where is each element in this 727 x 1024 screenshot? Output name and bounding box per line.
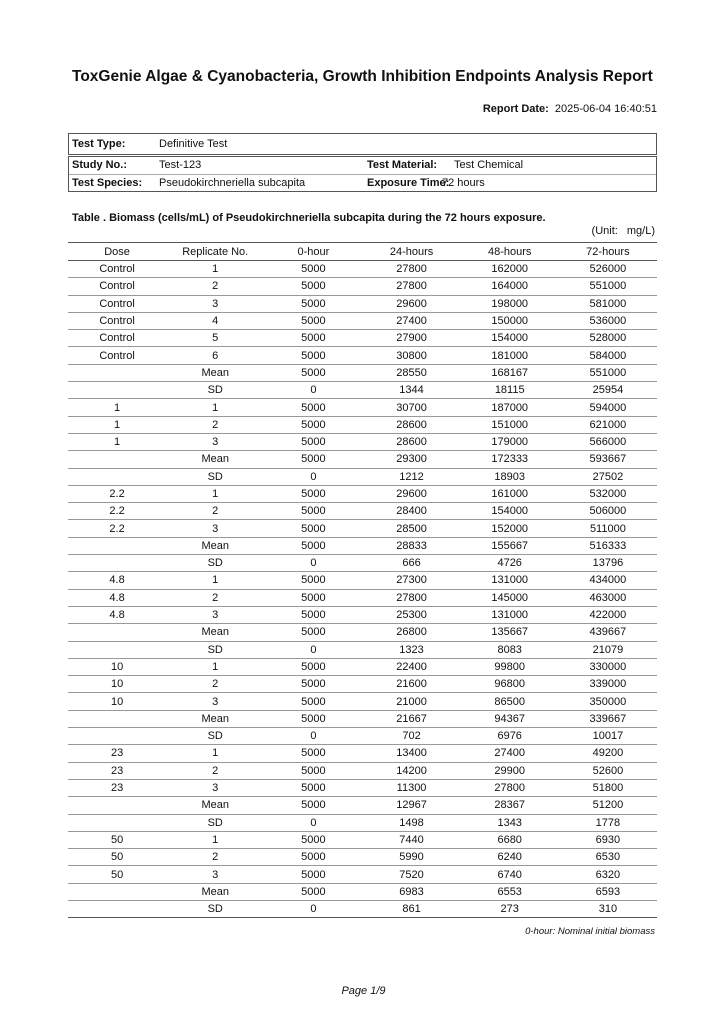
col-48-hours: 48-hours [461, 243, 559, 261]
cell-dose [68, 900, 166, 917]
study-row [69, 157, 656, 174]
table-row [68, 468, 657, 485]
cell-72-hours: 434000 [559, 572, 657, 589]
cell-48-hours: 6740 [461, 866, 559, 883]
cell-24-hours: 29300 [362, 451, 460, 468]
cell-48-hours: 8083 [461, 641, 559, 658]
cell-0-hour: 5000 [264, 797, 362, 814]
cell-0-hour: 5000 [264, 762, 362, 779]
cell-24-hours: 26800 [362, 624, 460, 641]
cell-dose: 2.2 [68, 485, 166, 502]
table-caption: Table . Biomass (cells/mL) of Pseudokirchneriella subcapita during the 72 hours exposure. [72, 212, 546, 224]
cell-72-hours: 27502 [559, 468, 657, 485]
table-row [68, 503, 657, 520]
cell-72-hours: 584000 [559, 347, 657, 364]
table-row [68, 451, 657, 468]
cell-24-hours: 21000 [362, 693, 460, 710]
cell-0-hour: 5000 [264, 572, 362, 589]
cell-48-hours: 162000 [461, 261, 559, 278]
cell-48-hours: 198000 [461, 295, 559, 312]
cell-0-hour: 0 [264, 728, 362, 745]
cell-48-hours: 96800 [461, 676, 559, 693]
cell-dose [68, 641, 166, 658]
cell-72-hours: 566000 [559, 433, 657, 450]
cell-24-hours: 14200 [362, 762, 460, 779]
cell-0-hour: 5000 [264, 503, 362, 520]
table-body [68, 261, 657, 918]
report-date [483, 103, 657, 115]
cell-72-hours: 516333 [559, 537, 657, 554]
table-row [68, 572, 657, 589]
cell-replicate: 3 [166, 606, 264, 623]
cell-24-hours: 11300 [362, 779, 460, 796]
col-0-hour: 0-hour [264, 243, 362, 261]
cell-replicate: SD [166, 555, 264, 572]
cell-replicate: 2 [166, 762, 264, 779]
table-row [68, 555, 657, 572]
cell-72-hours: 49200 [559, 745, 657, 762]
cell-72-hours: 6530 [559, 849, 657, 866]
cell-0-hour: 5000 [264, 606, 362, 623]
table-row [68, 589, 657, 606]
table-row [68, 658, 657, 675]
cell-72-hours: 526000 [559, 261, 657, 278]
cell-72-hours: 594000 [559, 399, 657, 416]
cell-48-hours: 99800 [461, 658, 559, 675]
table-row [68, 831, 657, 848]
cell-72-hours: 536000 [559, 312, 657, 329]
cell-dose [68, 364, 166, 381]
cell-dose: Control [68, 347, 166, 364]
cell-72-hours: 310 [559, 900, 657, 917]
cell-0-hour: 5000 [264, 624, 362, 641]
cell-dose: 2.2 [68, 520, 166, 537]
cell-dose: 50 [68, 866, 166, 883]
cell-72-hours: 13796 [559, 555, 657, 572]
cell-replicate: 2 [166, 278, 264, 295]
test-species-label: Test Species: [72, 177, 143, 189]
cell-replicate: 2 [166, 416, 264, 433]
cell-0-hour: 5000 [264, 416, 362, 433]
cell-0-hour: 5000 [264, 295, 362, 312]
cell-24-hours: 5990 [362, 849, 460, 866]
cell-72-hours: 439667 [559, 624, 657, 641]
cell-48-hours: 164000 [461, 278, 559, 295]
cell-0-hour: 5000 [264, 658, 362, 675]
cell-72-hours: 422000 [559, 606, 657, 623]
table-row [68, 364, 657, 381]
cell-replicate: 1 [166, 831, 264, 848]
cell-0-hour: 0 [264, 641, 362, 658]
cell-0-hour: 5000 [264, 745, 362, 762]
cell-dose [68, 382, 166, 399]
cell-replicate: SD [166, 468, 264, 485]
cell-24-hours: 29600 [362, 485, 460, 502]
cell-24-hours: 27300 [362, 572, 460, 589]
table-row [68, 606, 657, 623]
col-dose: Dose [68, 243, 166, 261]
cell-dose: 4.8 [68, 606, 166, 623]
table-row [68, 312, 657, 329]
cell-dose: 50 [68, 831, 166, 848]
cell-replicate: 1 [166, 745, 264, 762]
col-72-hours: 72-hours [559, 243, 657, 261]
study-info-box [68, 156, 657, 192]
table-row [68, 416, 657, 433]
cell-48-hours: 168167 [461, 364, 559, 381]
cell-0-hour: 0 [264, 900, 362, 917]
cell-0-hour: 0 [264, 382, 362, 399]
report-title: ToxGenie Algae & Cyanobacteria, Growth Inhibition Endpoints Analysis Report [72, 68, 653, 85]
cell-48-hours: 18115 [461, 382, 559, 399]
cell-replicate: 3 [166, 693, 264, 710]
cell-dose [68, 624, 166, 641]
cell-0-hour: 0 [264, 814, 362, 831]
table-row [68, 399, 657, 416]
cell-dose: 4.8 [68, 589, 166, 606]
cell-72-hours: 532000 [559, 485, 657, 502]
cell-replicate: 1 [166, 658, 264, 675]
cell-0-hour: 5000 [264, 676, 362, 693]
cell-72-hours: 511000 [559, 520, 657, 537]
table-note: 0-hour: Nominal initial biomass [525, 926, 655, 937]
cell-48-hours: 94367 [461, 710, 559, 727]
cell-dose: Control [68, 295, 166, 312]
cell-24-hours: 21667 [362, 710, 460, 727]
cell-48-hours: 1343 [461, 814, 559, 831]
cell-replicate: SD [166, 900, 264, 917]
cell-replicate: 1 [166, 261, 264, 278]
cell-48-hours: 29900 [461, 762, 559, 779]
cell-dose: 1 [68, 399, 166, 416]
cell-24-hours: 1212 [362, 468, 460, 485]
cell-replicate: Mean [166, 624, 264, 641]
cell-0-hour: 5000 [264, 347, 362, 364]
cell-replicate: SD [166, 641, 264, 658]
cell-0-hour: 5000 [264, 312, 362, 329]
cell-0-hour: 5000 [264, 537, 362, 554]
cell-24-hours: 25300 [362, 606, 460, 623]
cell-24-hours: 27800 [362, 261, 460, 278]
cell-24-hours: 861 [362, 900, 460, 917]
cell-dose: 10 [68, 658, 166, 675]
cell-48-hours: 131000 [461, 606, 559, 623]
cell-48-hours: 273 [461, 900, 559, 917]
cell-dose [68, 814, 166, 831]
cell-24-hours: 30800 [362, 347, 460, 364]
cell-48-hours: 152000 [461, 520, 559, 537]
table-row [68, 710, 657, 727]
test-type-label: Test Type: [72, 138, 126, 150]
cell-0-hour: 0 [264, 555, 362, 572]
cell-48-hours: 18903 [461, 468, 559, 485]
table-row [68, 693, 657, 710]
cell-48-hours: 6976 [461, 728, 559, 745]
table-row [68, 347, 657, 364]
table-row [68, 641, 657, 658]
cell-48-hours: 27800 [461, 779, 559, 796]
table-row [68, 849, 657, 866]
cell-replicate: SD [166, 728, 264, 745]
cell-0-hour: 5000 [264, 433, 362, 450]
cell-0-hour: 5000 [264, 330, 362, 347]
page-number: Page 1/9 [341, 985, 386, 997]
cell-replicate: Mean [166, 710, 264, 727]
cell-72-hours: 51200 [559, 797, 657, 814]
cell-0-hour: 5000 [264, 278, 362, 295]
cell-dose: Control [68, 261, 166, 278]
table-row [68, 382, 657, 399]
cell-48-hours: 28367 [461, 797, 559, 814]
table-row [68, 624, 657, 641]
cell-replicate: 6 [166, 347, 264, 364]
cell-24-hours: 28600 [362, 416, 460, 433]
table-row [68, 814, 657, 831]
cell-24-hours: 702 [362, 728, 460, 745]
table-row [68, 433, 657, 450]
table-row [68, 866, 657, 883]
cell-dose [68, 468, 166, 485]
cell-dose [68, 728, 166, 745]
cell-24-hours: 21600 [362, 676, 460, 693]
table-row [68, 728, 657, 745]
cell-24-hours: 6983 [362, 883, 460, 900]
test-type-value: Definitive Test [159, 138, 228, 150]
cell-72-hours: 25954 [559, 382, 657, 399]
table-row [68, 485, 657, 502]
cell-48-hours: 86500 [461, 693, 559, 710]
cell-replicate: Mean [166, 364, 264, 381]
cell-48-hours: 6240 [461, 849, 559, 866]
cell-24-hours: 28833 [362, 537, 460, 554]
cell-72-hours: 6593 [559, 883, 657, 900]
cell-24-hours: 1498 [362, 814, 460, 831]
cell-0-hour: 5000 [264, 399, 362, 416]
cell-0-hour: 5000 [264, 866, 362, 883]
cell-72-hours: 52600 [559, 762, 657, 779]
cell-48-hours: 154000 [461, 503, 559, 520]
cell-replicate: 2 [166, 676, 264, 693]
cell-dose: 2.2 [68, 503, 166, 520]
cell-24-hours: 28600 [362, 433, 460, 450]
table-row [68, 797, 657, 814]
exposure-time-label: Exposure Time: [367, 177, 450, 189]
cell-72-hours: 1778 [559, 814, 657, 831]
cell-72-hours: 350000 [559, 693, 657, 710]
cell-48-hours: 151000 [461, 416, 559, 433]
cell-24-hours: 30700 [362, 399, 460, 416]
test-material-value: Test Chemical [454, 159, 524, 171]
cell-0-hour: 5000 [264, 883, 362, 900]
table-row [68, 520, 657, 537]
cell-dose [68, 797, 166, 814]
cell-24-hours: 13400 [362, 745, 460, 762]
cell-24-hours: 1323 [362, 641, 460, 658]
cell-dose [68, 883, 166, 900]
cell-48-hours: 172333 [461, 451, 559, 468]
table-row [68, 762, 657, 779]
cell-48-hours: 135667 [461, 624, 559, 641]
cell-48-hours: 27400 [461, 745, 559, 762]
cell-48-hours: 145000 [461, 589, 559, 606]
cell-48-hours: 131000 [461, 572, 559, 589]
cell-48-hours: 154000 [461, 330, 559, 347]
cell-replicate: 3 [166, 520, 264, 537]
cell-dose: 23 [68, 762, 166, 779]
cell-replicate: 1 [166, 485, 264, 502]
cell-24-hours: 12967 [362, 797, 460, 814]
cell-72-hours: 463000 [559, 589, 657, 606]
cell-dose: 4.8 [68, 572, 166, 589]
cell-0-hour: 5000 [264, 831, 362, 848]
study-no-label: Study No.: [72, 159, 127, 171]
cell-replicate: 2 [166, 589, 264, 606]
cell-0-hour: 5000 [264, 849, 362, 866]
test-type-box [68, 133, 657, 155]
cell-replicate: 1 [166, 572, 264, 589]
cell-72-hours: 6930 [559, 831, 657, 848]
cell-dose: 10 [68, 676, 166, 693]
cell-dose: 1 [68, 433, 166, 450]
cell-48-hours: 187000 [461, 399, 559, 416]
table-row [68, 745, 657, 762]
cell-0-hour: 5000 [264, 779, 362, 796]
cell-24-hours: 28550 [362, 364, 460, 381]
report-date-label: Report Date: [482, 103, 549, 115]
cell-24-hours: 1344 [362, 382, 460, 399]
cell-0-hour: 5000 [264, 520, 362, 537]
col-24-hours: 24-hours [362, 243, 460, 261]
cell-dose [68, 710, 166, 727]
cell-replicate: 3 [166, 433, 264, 450]
cell-dose: Control [68, 278, 166, 295]
cell-dose: 23 [68, 745, 166, 762]
cell-72-hours: 6320 [559, 866, 657, 883]
cell-72-hours: 621000 [559, 416, 657, 433]
cell-replicate: 3 [166, 779, 264, 796]
cell-72-hours: 339000 [559, 676, 657, 693]
cell-dose: 10 [68, 693, 166, 710]
cell-replicate: 4 [166, 312, 264, 329]
cell-0-hour: 5000 [264, 261, 362, 278]
cell-72-hours: 581000 [559, 295, 657, 312]
cell-24-hours: 27800 [362, 589, 460, 606]
cell-0-hour: 0 [264, 468, 362, 485]
cell-0-hour: 5000 [264, 693, 362, 710]
cell-dose: Control [68, 330, 166, 347]
table-row [68, 261, 657, 278]
table-header-row [68, 243, 657, 261]
cell-24-hours: 27400 [362, 312, 460, 329]
cell-24-hours: 28500 [362, 520, 460, 537]
cell-24-hours: 27900 [362, 330, 460, 347]
col-replicate: Replicate No. [166, 243, 264, 261]
cell-48-hours: 4726 [461, 555, 559, 572]
cell-dose: 50 [68, 849, 166, 866]
cell-replicate: 3 [166, 866, 264, 883]
table-row [68, 537, 657, 554]
cell-dose: 1 [68, 416, 166, 433]
cell-48-hours: 161000 [461, 485, 559, 502]
cell-replicate: SD [166, 382, 264, 399]
cell-replicate: SD [166, 814, 264, 831]
cell-24-hours: 666 [362, 555, 460, 572]
cell-48-hours: 6553 [461, 883, 559, 900]
cell-24-hours: 22400 [362, 658, 460, 675]
cell-replicate: 2 [166, 849, 264, 866]
cell-dose [68, 451, 166, 468]
cell-0-hour: 5000 [264, 364, 362, 381]
cell-72-hours: 10017 [559, 728, 657, 745]
cell-0-hour: 5000 [264, 589, 362, 606]
cell-dose: 23 [68, 779, 166, 796]
report-date-value: 2025-06-04 16:40:51 [554, 103, 657, 115]
table-unit: (Unit: mg/L) [591, 225, 655, 237]
cell-replicate: 2 [166, 503, 264, 520]
cell-24-hours: 7440 [362, 831, 460, 848]
table-row [68, 278, 657, 295]
cell-72-hours: 551000 [559, 278, 657, 295]
exposure-time-value: 72 hours [442, 177, 485, 189]
cell-72-hours: 593667 [559, 451, 657, 468]
cell-replicate: 5 [166, 330, 264, 347]
cell-72-hours: 51800 [559, 779, 657, 796]
cell-replicate: 3 [166, 295, 264, 312]
table-row [68, 676, 657, 693]
cell-24-hours: 28400 [362, 503, 460, 520]
cell-48-hours: 155667 [461, 537, 559, 554]
cell-72-hours: 506000 [559, 503, 657, 520]
cell-48-hours: 150000 [461, 312, 559, 329]
cell-0-hour: 5000 [264, 451, 362, 468]
cell-72-hours: 551000 [559, 364, 657, 381]
cell-replicate: Mean [166, 537, 264, 554]
cell-replicate: Mean [166, 451, 264, 468]
study-no-value: Test-123 [159, 159, 202, 171]
table-row [68, 330, 657, 347]
test-type-row [69, 134, 656, 154]
table-row [68, 295, 657, 312]
cell-48-hours: 179000 [461, 433, 559, 450]
cell-replicate: Mean [166, 883, 264, 900]
cell-72-hours: 528000 [559, 330, 657, 347]
cell-dose: Control [68, 312, 166, 329]
cell-48-hours: 181000 [461, 347, 559, 364]
table-row [68, 779, 657, 796]
cell-24-hours: 7520 [362, 866, 460, 883]
table-row [68, 883, 657, 900]
cell-0-hour: 5000 [264, 710, 362, 727]
test-species-value: Pseudokirchneriella subcapita [159, 177, 306, 189]
test-material-label: Test Material: [367, 159, 438, 171]
cell-0-hour: 5000 [264, 485, 362, 502]
cell-72-hours: 339667 [559, 710, 657, 727]
cell-dose [68, 555, 166, 572]
cell-replicate: Mean [166, 797, 264, 814]
species-row [69, 174, 656, 192]
cell-dose [68, 537, 166, 554]
cell-replicate: 1 [166, 399, 264, 416]
biomass-table [68, 242, 657, 918]
cell-24-hours: 27800 [362, 278, 460, 295]
cell-72-hours: 21079 [559, 641, 657, 658]
cell-72-hours: 330000 [559, 658, 657, 675]
table-row [68, 900, 657, 917]
cell-48-hours: 6680 [461, 831, 559, 848]
cell-24-hours: 29600 [362, 295, 460, 312]
